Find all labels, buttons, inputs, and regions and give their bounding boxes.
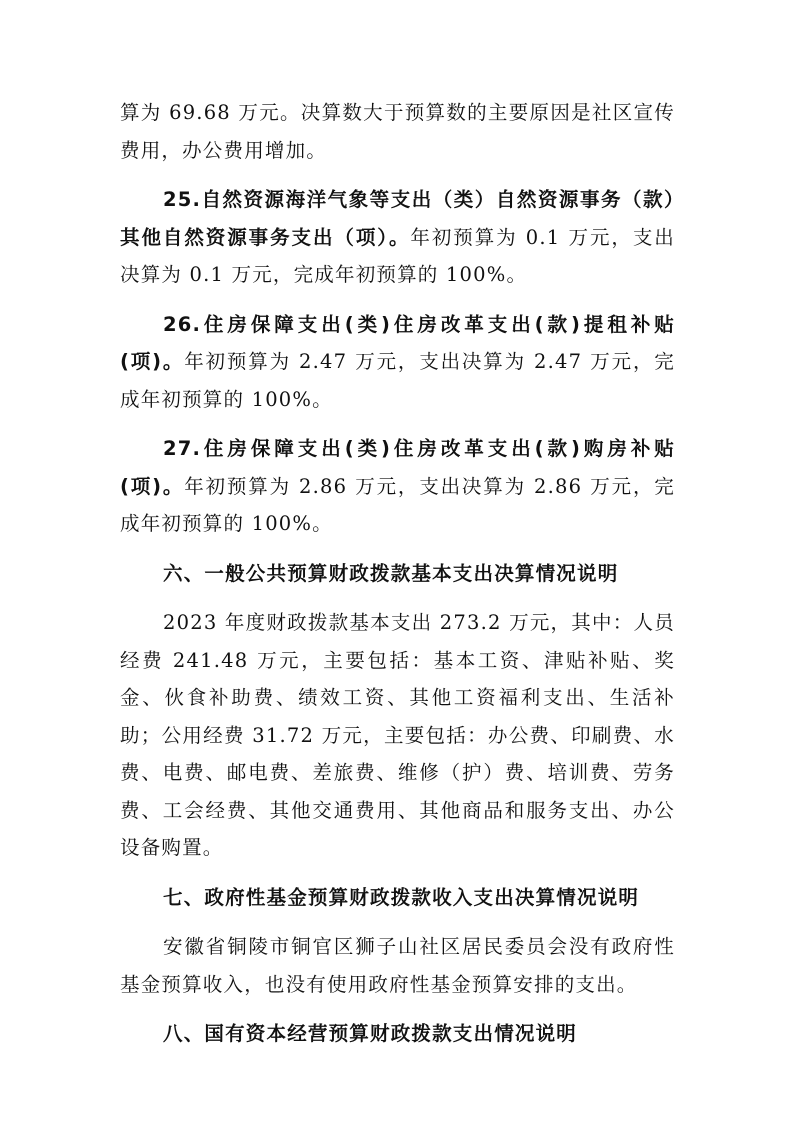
paragraph-section-6: 2023 年度财政拨款基本支出 273.2 万元，其中：人员经费 241.48 万元，主要包括：基本工资、津贴补贴、奖金、伙食补助费、绩效工资、其他工资福利支出、生活补助；公用经费 31.72 万元，主要包括：办公费、印刷费、水费、电费、邮电费、差旅费、维修（护）费、培训费、劳务费、工会经费、其他交通费用、其他商品和服务支出、办公设备购置。	[120, 611, 675, 859]
item-26-text: 年初预算为 2.47 万元，支出决算为 2.47 万元，完成年初预算的 100%。	[120, 350, 675, 411]
item-26-title: 26.住房保障支出(类)住房改革支出(款)提租补贴(项)。	[120, 312, 675, 373]
item-25-text: 年初预算为 0.1 万元，支出决算为 0.1 万元，完成年初预算的 100%。	[120, 225, 675, 286]
section-heading-8: 八、国有资本经营预算财政拨款支出情况说明	[163, 1022, 578, 1045]
section-heading-7: 七、政府性基金预算财政拨款收入支出决算情况说明	[163, 885, 640, 909]
item-27-text: 年初预算为 2.86 万元，支出决算为 2.86 万元，完成年初预算的 100%。	[120, 474, 675, 535]
item-25-title: 25.自然资源海洋气象等支出（类）自然资源事务（款）其他自然资源事务支出（项）。	[120, 188, 675, 249]
section-heading-6: 六、一般公共预算财政拨款基本支出决算情况说明	[163, 561, 619, 585]
paragraph-item-27	[120, 430, 675, 543]
paragraph-budget-note: 算为 69.68 万元。决算数大于预算数的主要原因是社区宣传费用，办公费用增加。	[120, 101, 675, 162]
document-page	[120, 94, 675, 1053]
item-27-title: 27.住房保障支出(类)住房改革支出(款)购房补贴(项)。	[120, 437, 675, 498]
paragraph-section-7: 安徽省铜陵市铜官区狮子山社区居民委员会没有政府性基金预算收入，也没有使用政府性基金预算安排的支出。	[120, 935, 675, 996]
paragraph-item-25	[120, 181, 675, 294]
paragraph-item-26	[120, 306, 675, 419]
